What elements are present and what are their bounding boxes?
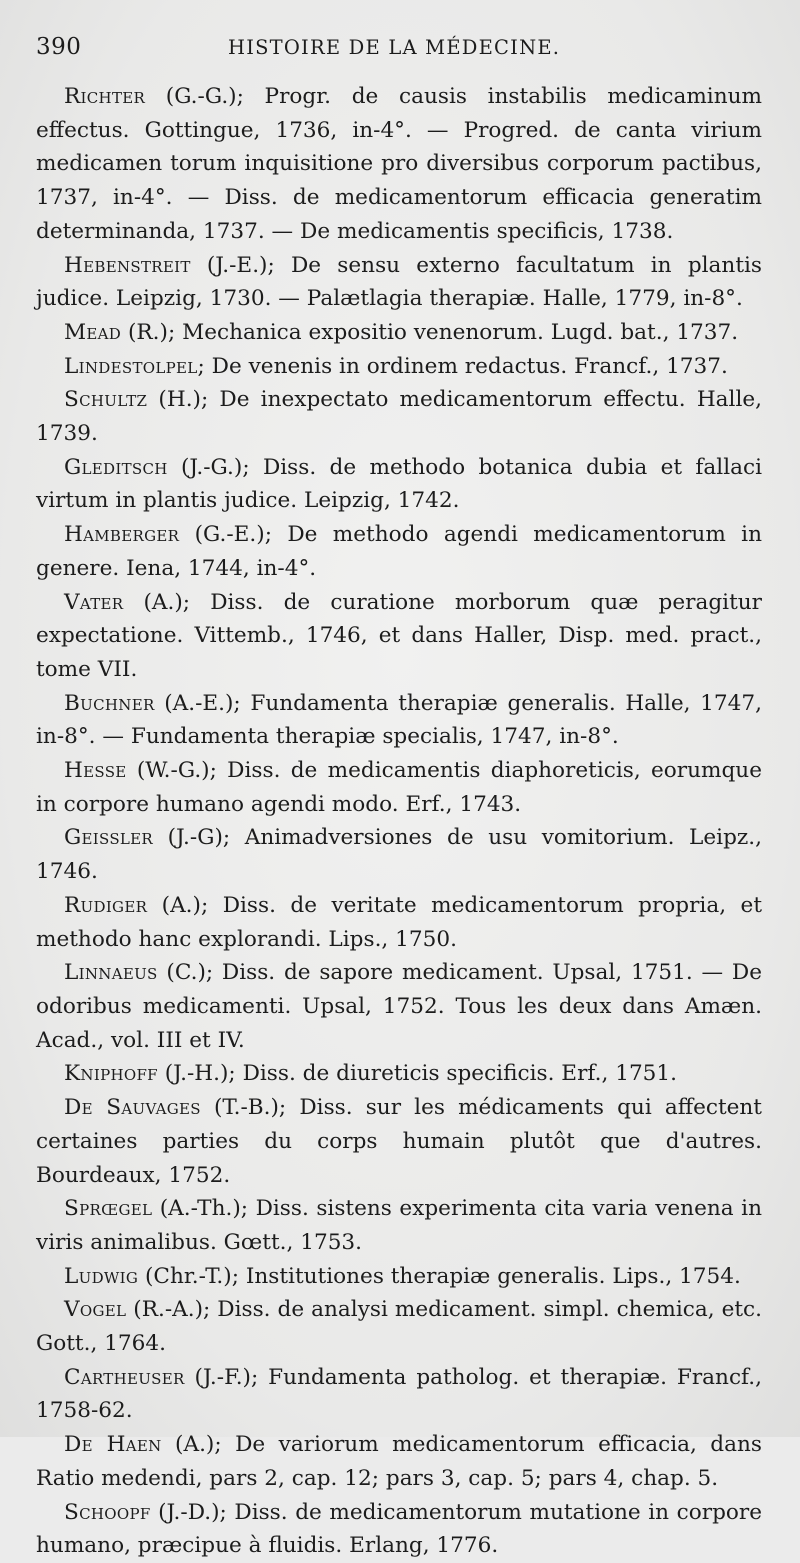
entry-author: De Haen xyxy=(64,1432,162,1458)
entry-author: Sprœgel xyxy=(64,1196,153,1222)
entry-text: (H.); De inexpectato medicamentorum effectu. Halle, 1739. xyxy=(36,387,762,447)
bibliography-entry xyxy=(36,1361,762,1428)
bibliography-entry xyxy=(36,821,762,888)
entry-author: Cartheuser xyxy=(64,1364,185,1390)
bibliography-entry xyxy=(36,316,762,350)
bibliography-entry xyxy=(36,249,762,316)
entry-author: De Sauvages xyxy=(64,1095,201,1121)
bibliography-entry xyxy=(36,687,762,754)
entry-author: Hamberger xyxy=(64,522,180,548)
entry-text: (C.); Diss. de sapore medicament. Upsal, 1751. — De odoribus medicamenti. Upsal, 1752. Tous les deux dans Amæn. Acad., vol. III et IV. xyxy=(36,960,762,1053)
entry-text: (T.-B.); Diss. sur les médicaments qui affectent certaines parties du corps humain plutôt que d'autres. Bourdeaux, 1752. xyxy=(36,1095,762,1188)
bibliography-entry xyxy=(36,350,762,384)
entry-text: (G.-G.); Progr. de causis instabilis medicaminum effectus. Gottingue, 1736, in-4°. — Progred. de canta virium medicamen torum inquisitione pro diversibus corporum pactibus, 1737, in-4°. — Diss. de medicamentorum efficacia generatim determinanda, 1737. — De medicamentis specificis, 1738. xyxy=(36,84,762,244)
entry-text: (J.-H.); Diss. de diureticis specificis. Erf., 1751. xyxy=(157,1061,678,1087)
entry-text: (J.-F.); Fundamenta patholog. et therapiæ. Francf., 1758-62. xyxy=(36,1364,762,1424)
entry-text: (W.-G.); Diss. de medicamentis diaphoreticis, eorumque in corpore humano agendi modo. Erf., 1743. xyxy=(36,758,762,817)
bibliography-entry xyxy=(36,80,762,249)
entry-text: (Chr.-T.); Institutiones therapiæ generalis. Lips., 1754. xyxy=(138,1263,741,1289)
entry-author: Hesse xyxy=(64,758,127,784)
bibliography-entry xyxy=(36,754,762,821)
bibliography-entry xyxy=(36,518,762,585)
entry-text: (J.-E.); De sensu externo facultatum in plantis judice. Leipzig, 1730. — Palætlagia therapiæ. Halle, 1779, in-8°. xyxy=(36,252,762,312)
bibliography-entry xyxy=(36,383,762,450)
bibliography-entry xyxy=(36,1293,762,1360)
entry-author: Buchner xyxy=(64,690,155,716)
bibliography-entry xyxy=(36,1057,762,1091)
entry-author: Gleditsch xyxy=(64,454,168,480)
entry-text: (A.); Diss. de curatione morborum quæ peragitur expectatione. Vittemb., 1746, et dans Haller, Disp. med. pract., tome VII. xyxy=(36,589,762,682)
entry-author: Ludwig xyxy=(64,1263,139,1289)
entry-text: (G.-E.); De methodo agendi medicamentorum in genere. Iena, 1744, in-4°. xyxy=(36,522,762,581)
entry-text: (J.-D.); Diss. de medicamentorum mutatione in corpore humano, præcipue à fluidis. Erlang, 1776. xyxy=(36,1499,762,1559)
page-header xyxy=(36,34,756,66)
bibliography-entry xyxy=(36,1192,762,1259)
page-number: 390 xyxy=(36,34,82,60)
entry-author: Linnaeus xyxy=(64,960,158,986)
bibliography-list xyxy=(36,80,762,1563)
entry-author: Mead xyxy=(64,319,122,345)
entry-author: Schultz xyxy=(64,387,148,413)
bibliography-entry xyxy=(36,1091,762,1192)
bibliography-entry xyxy=(36,1428,762,1495)
entry-author: Lindestolpel xyxy=(64,353,198,379)
bibliography-entry xyxy=(36,586,762,687)
entry-text: (A.-E.); Fundamenta therapiæ generalis. Halle, 1747, in-8°. — Fundamenta therapiæ specialis, 1747, in-8°. xyxy=(36,690,762,750)
entry-text: (J.-G); Animadversiones de usu vomitorium. Leipz., 1746. xyxy=(36,825,762,885)
entry-text: (J.-G.); Diss. de methodo botanica dubia et fallaci virtum in plantis judice. Leipzig, 1742. xyxy=(36,454,762,514)
bibliography-entry xyxy=(36,1496,762,1563)
bibliography-entry xyxy=(36,451,762,518)
entry-author: Richter xyxy=(64,84,146,109)
entry-author: Kniphoff xyxy=(64,1061,158,1087)
entry-author: Hebenstreit xyxy=(64,252,191,278)
entry-text: ; De venenis in ordinem redactus. Francf., 1737. xyxy=(197,353,728,379)
bibliography-entry xyxy=(36,956,762,1057)
entry-text: (R.-A.); Diss. de analysi medicament. simpl. chemica, etc. Gott., 1764. xyxy=(36,1297,762,1357)
entry-author: Rudiger xyxy=(64,892,148,918)
entry-author: Vogel xyxy=(64,1297,127,1323)
entry-author: Geissler xyxy=(64,825,154,851)
entry-text: (R.); Mechanica expositio venenorum. Lugd. bat., 1737. xyxy=(121,319,739,345)
entry-text: (A.-Th.); Diss. sistens experimenta cita varia venena in viris animalibus. Gœtt., 1753. xyxy=(36,1196,762,1255)
entry-author: Schoopf xyxy=(64,1499,151,1525)
bibliography-entry xyxy=(36,889,762,956)
bibliography-entry xyxy=(36,1260,762,1294)
entry-author: Vater xyxy=(64,589,124,615)
entry-text: (A.); De variorum medicamentorum efficacia, dans Ratio medendi, pars 2, cap. 12; pars 3, cap. 5; pars 4, chap. 5. xyxy=(36,1432,762,1491)
entry-text: (A.); Diss. de veritate medicamentorum propria, et methodo hanc explorandi. Lips., 1750. xyxy=(36,892,762,952)
running-title: HISTOIRE DE LA MÉDECINE. xyxy=(228,36,561,59)
